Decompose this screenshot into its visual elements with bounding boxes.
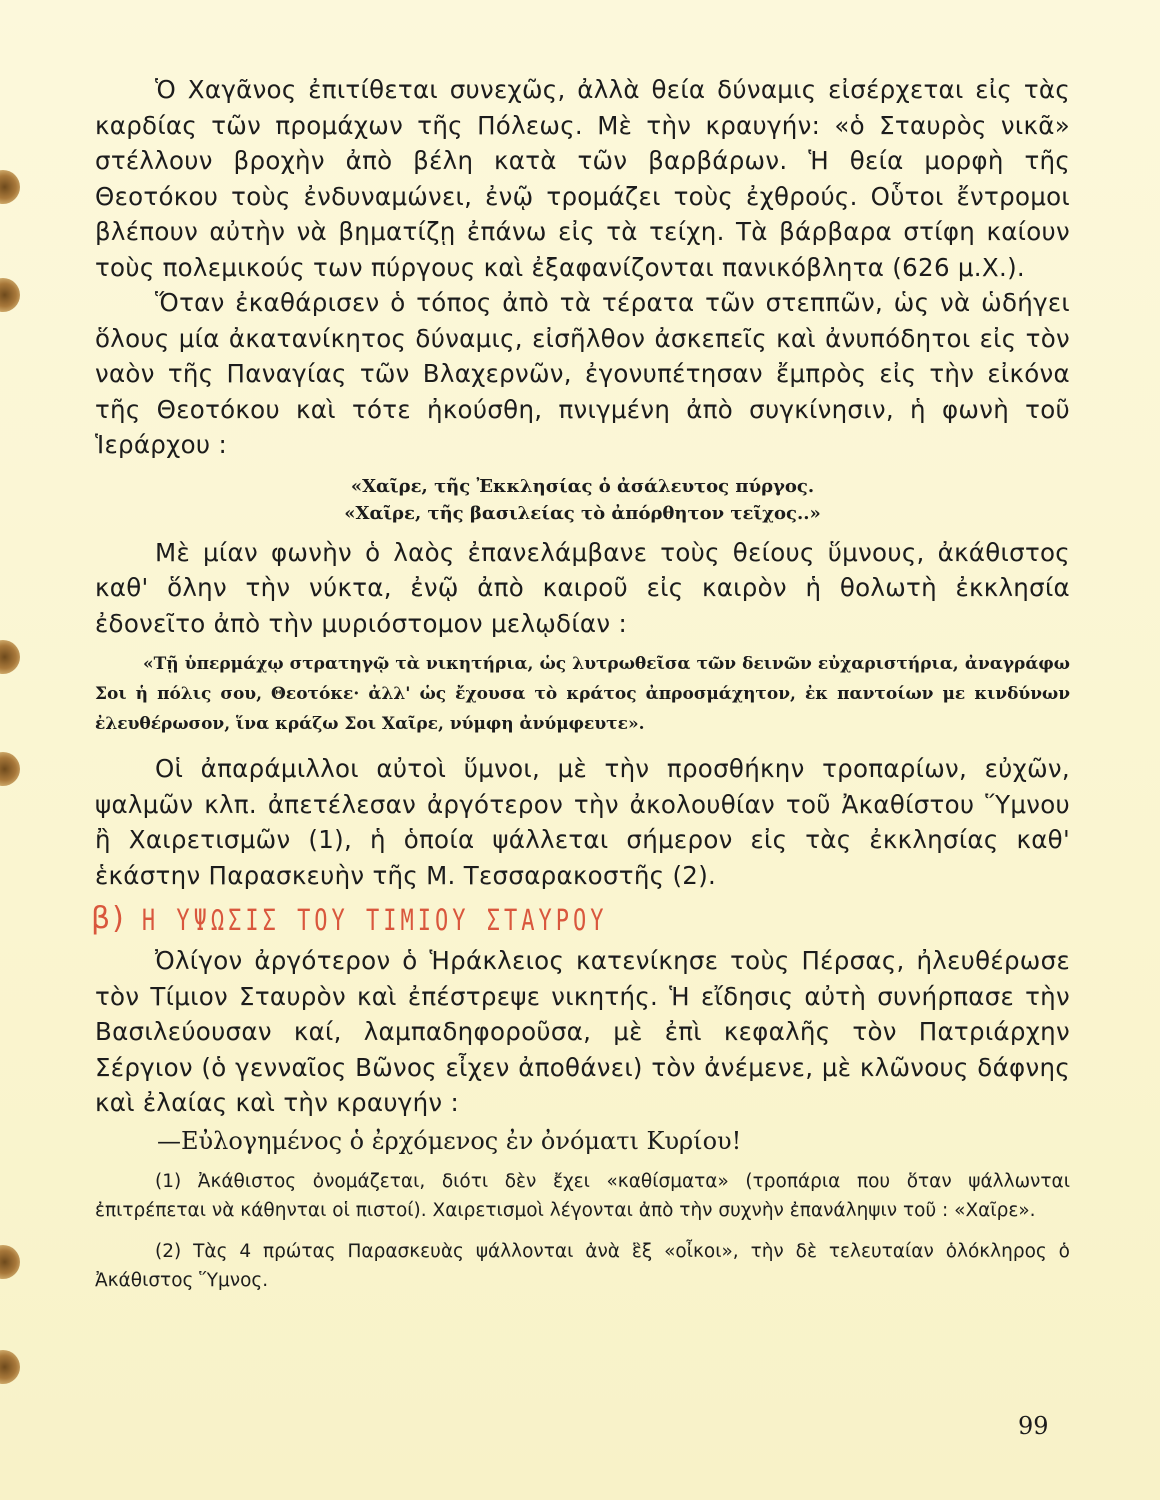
section-number: β) bbox=[91, 901, 126, 936]
quote-line: «Χαῖρε, τῆς Ἐκκλησίας ὁ ἀσάλευτος πύργος. bbox=[350, 475, 815, 497]
binding-hole-mark bbox=[0, 1350, 20, 1384]
exclamation-line: —Εὐλογημένος ὁ ἐρχόμενος ἐν ὀνόματι Κυρίου! bbox=[157, 1126, 742, 1155]
paragraph-avar-siege: Ὁ Χαγᾶνος ἐπιτίθεται συνεχῶς, ἀλλὰ θεία δύναμις εἰσέρχεται εἰς τὰς καρδίας τῶν προμάχων τῆς Πόλεως. Μὲ τὴν κραυγήν: «ὁ Σταυρὸς νικᾶ» στέλλουν βροχὴν ἀπὸ βέλη κατὰ τῶν βαρβάρων. Ἡ θεία μορφὴ τῆς Θεοτόκου τοὺς ἐνδυναμώνει, ἐνῷ τρομάζει τοὺς ἐχθρούς. Οὗτοι ἔντρομοι βλέπουν αὐτὴν νὰ βηματίζῃ ἐπάνω εἰς τὰ τείχη. Τὰ βάρβαρα στίφη καίουν τοὺς πολεμικούς των πύργους καὶ ἐξαφανίζονται πανικόβλητα (626 μ.Χ.). bbox=[95, 75, 1070, 282]
kontakion-quote: «Τῇ ὑπερμάχῳ στρατηγῷ τὰ νικητήρια, ὡς λυτρωθεῖσα τῶν δεινῶν εὐχαριστήρια, ἀναγράφω Σοι ἡ πόλις σου, Θεοτόκε· ἀλλ' ὡς ἔχουσα τὸ κράτος ἀπροσμάχητον, ἐκ παντοίων με κινδύνων ἐλευθέρωσον, ἵνα κράζω Σοι Χαῖρε, νύμφη ἀνύμφευτε». bbox=[95, 654, 1070, 734]
binding-hole-mark bbox=[0, 1245, 20, 1279]
hierarch-quote bbox=[95, 473, 1070, 527]
page-number: 99 bbox=[1018, 1412, 1049, 1440]
paragraph-blachernae: Ὅταν ἐκαθάρισεν ὁ τόπος ἀπὸ τὰ τέρατα τῶν στεππῶν, ὡς νὰ ὡδήγει ὅλους μία ἀκατανίκητος δύναμις, εἰσῆλθον ἀσκεπεῖς καὶ ἀνυπόδητοι εἰς τὸν ναὸν τῆς Παναγίας τῶν Βλαχερνῶν, ἐγονυπέτησαν ἔμπρὸς εἰς τὴν εἰκόνα τῆς Θεοτόκου καὶ τότε ἠκούσθη, πνιγμένη ἀπὸ συγκίνησιν, ἡ φωνὴ τοῦ Ἱεράρχου : bbox=[95, 288, 1070, 459]
paragraph-heraclius: Ὀλίγον ἀργότερον ὁ Ἡράκλειος κατενίκησε τοὺς Πέρσας, ἠλευθέρωσε τὸν Τίμιον Σταυρὸν καὶ ἐπέστρεψε νικητής. Ἡ εἴδησις αὐτὴ συνήρπασε τὴν Βασιλεύουσαν καί, λαμπαδηφοροῦσα, μὲ ἐπὶ κεφαλῆς τὸν Πατριάρχην Σέργιον (ὁ γενναῖος Βῶνος εἶχεν ἀποθάνει) τὸν ἀνέμενε, μὲ κλῶνους δάφνης καὶ ἐλαίας καὶ τὴν κραυγήν : bbox=[95, 946, 1070, 1117]
binding-hole-mark bbox=[0, 170, 20, 204]
binding-hole-mark bbox=[0, 278, 20, 312]
section-heading bbox=[91, 899, 1070, 939]
binding-hole-mark bbox=[0, 640, 20, 674]
section-title: Η ΥΨΩΣΙΣ ΤΟΥ ΤΙΜΙΟΥ ΣΤΑΥΡΟΥ bbox=[141, 904, 608, 939]
binding-hole-mark bbox=[0, 752, 20, 786]
footnote-1: (1) Ἀκάθιστος ὀνομάζεται, διότι δὲν ἔχει «καθίσματα» (τροπάρια που ὅταν ψάλλωνται ἐπιτρέπεται νὰ κάθηνται οἱ πιστοί). Χαιρετισμοὶ λέγονται ἀπὸ τὴν συχνὴν ἐπανάληψιν τοῦ : «Χαῖρε». bbox=[95, 1170, 1070, 1221]
paragraph-akathist-service: Οἱ ἀπαράμιλλοι αὐτοὶ ὕμνοι, μὲ τὴν προσθήκην τροπαρίων, εὐχῶν, ψαλμῶν κλπ. ἀπετέλεσαν ἀργότερον τὴν ἀκολουθίαν τοῦ Ἀκαθίστου Ὕμνου ἢ Χαιρετισμῶν (1), ἡ ὁποία ψάλλεται σήμερον εἰς τὰς ἐκκλησίας καθ' ἑκάστην Παρασκευὴν τῆς Μ. Τεσσαρακοστῆς (2). bbox=[95, 754, 1070, 890]
page-body bbox=[91, 72, 1070, 1295]
quote-line: «Χαῖρε, τῆς βασιλείας τὸ ἀπόρθητον τεῖχος..» bbox=[344, 502, 821, 524]
footnote-2: (2) Τὰς 4 πρώτας Παρασκευὰς ψάλλονται ἀνὰ ἓξ «οἶκοι», τὴν δὲ τελευταίαν ὁλόκληρος ὁ Ἀκάθιστος Ὕμνος. bbox=[95, 1240, 1070, 1291]
paragraph-hymns-night: Μὲ μίαν φωνὴν ὁ λαὸς ἐπανελάμβανε τοὺς θείους ὕμνους, ἀκάθιστος καθ' ὅλην τὴν νύκτα, ἐνῷ ἀπὸ καιροῦ εἰς καιρὸν ἡ θολωτὴ ἐκκλησία ἐδονεῖτο ἀπὸ τὴν μυριόστομον μελῳδίαν : bbox=[95, 537, 1070, 638]
